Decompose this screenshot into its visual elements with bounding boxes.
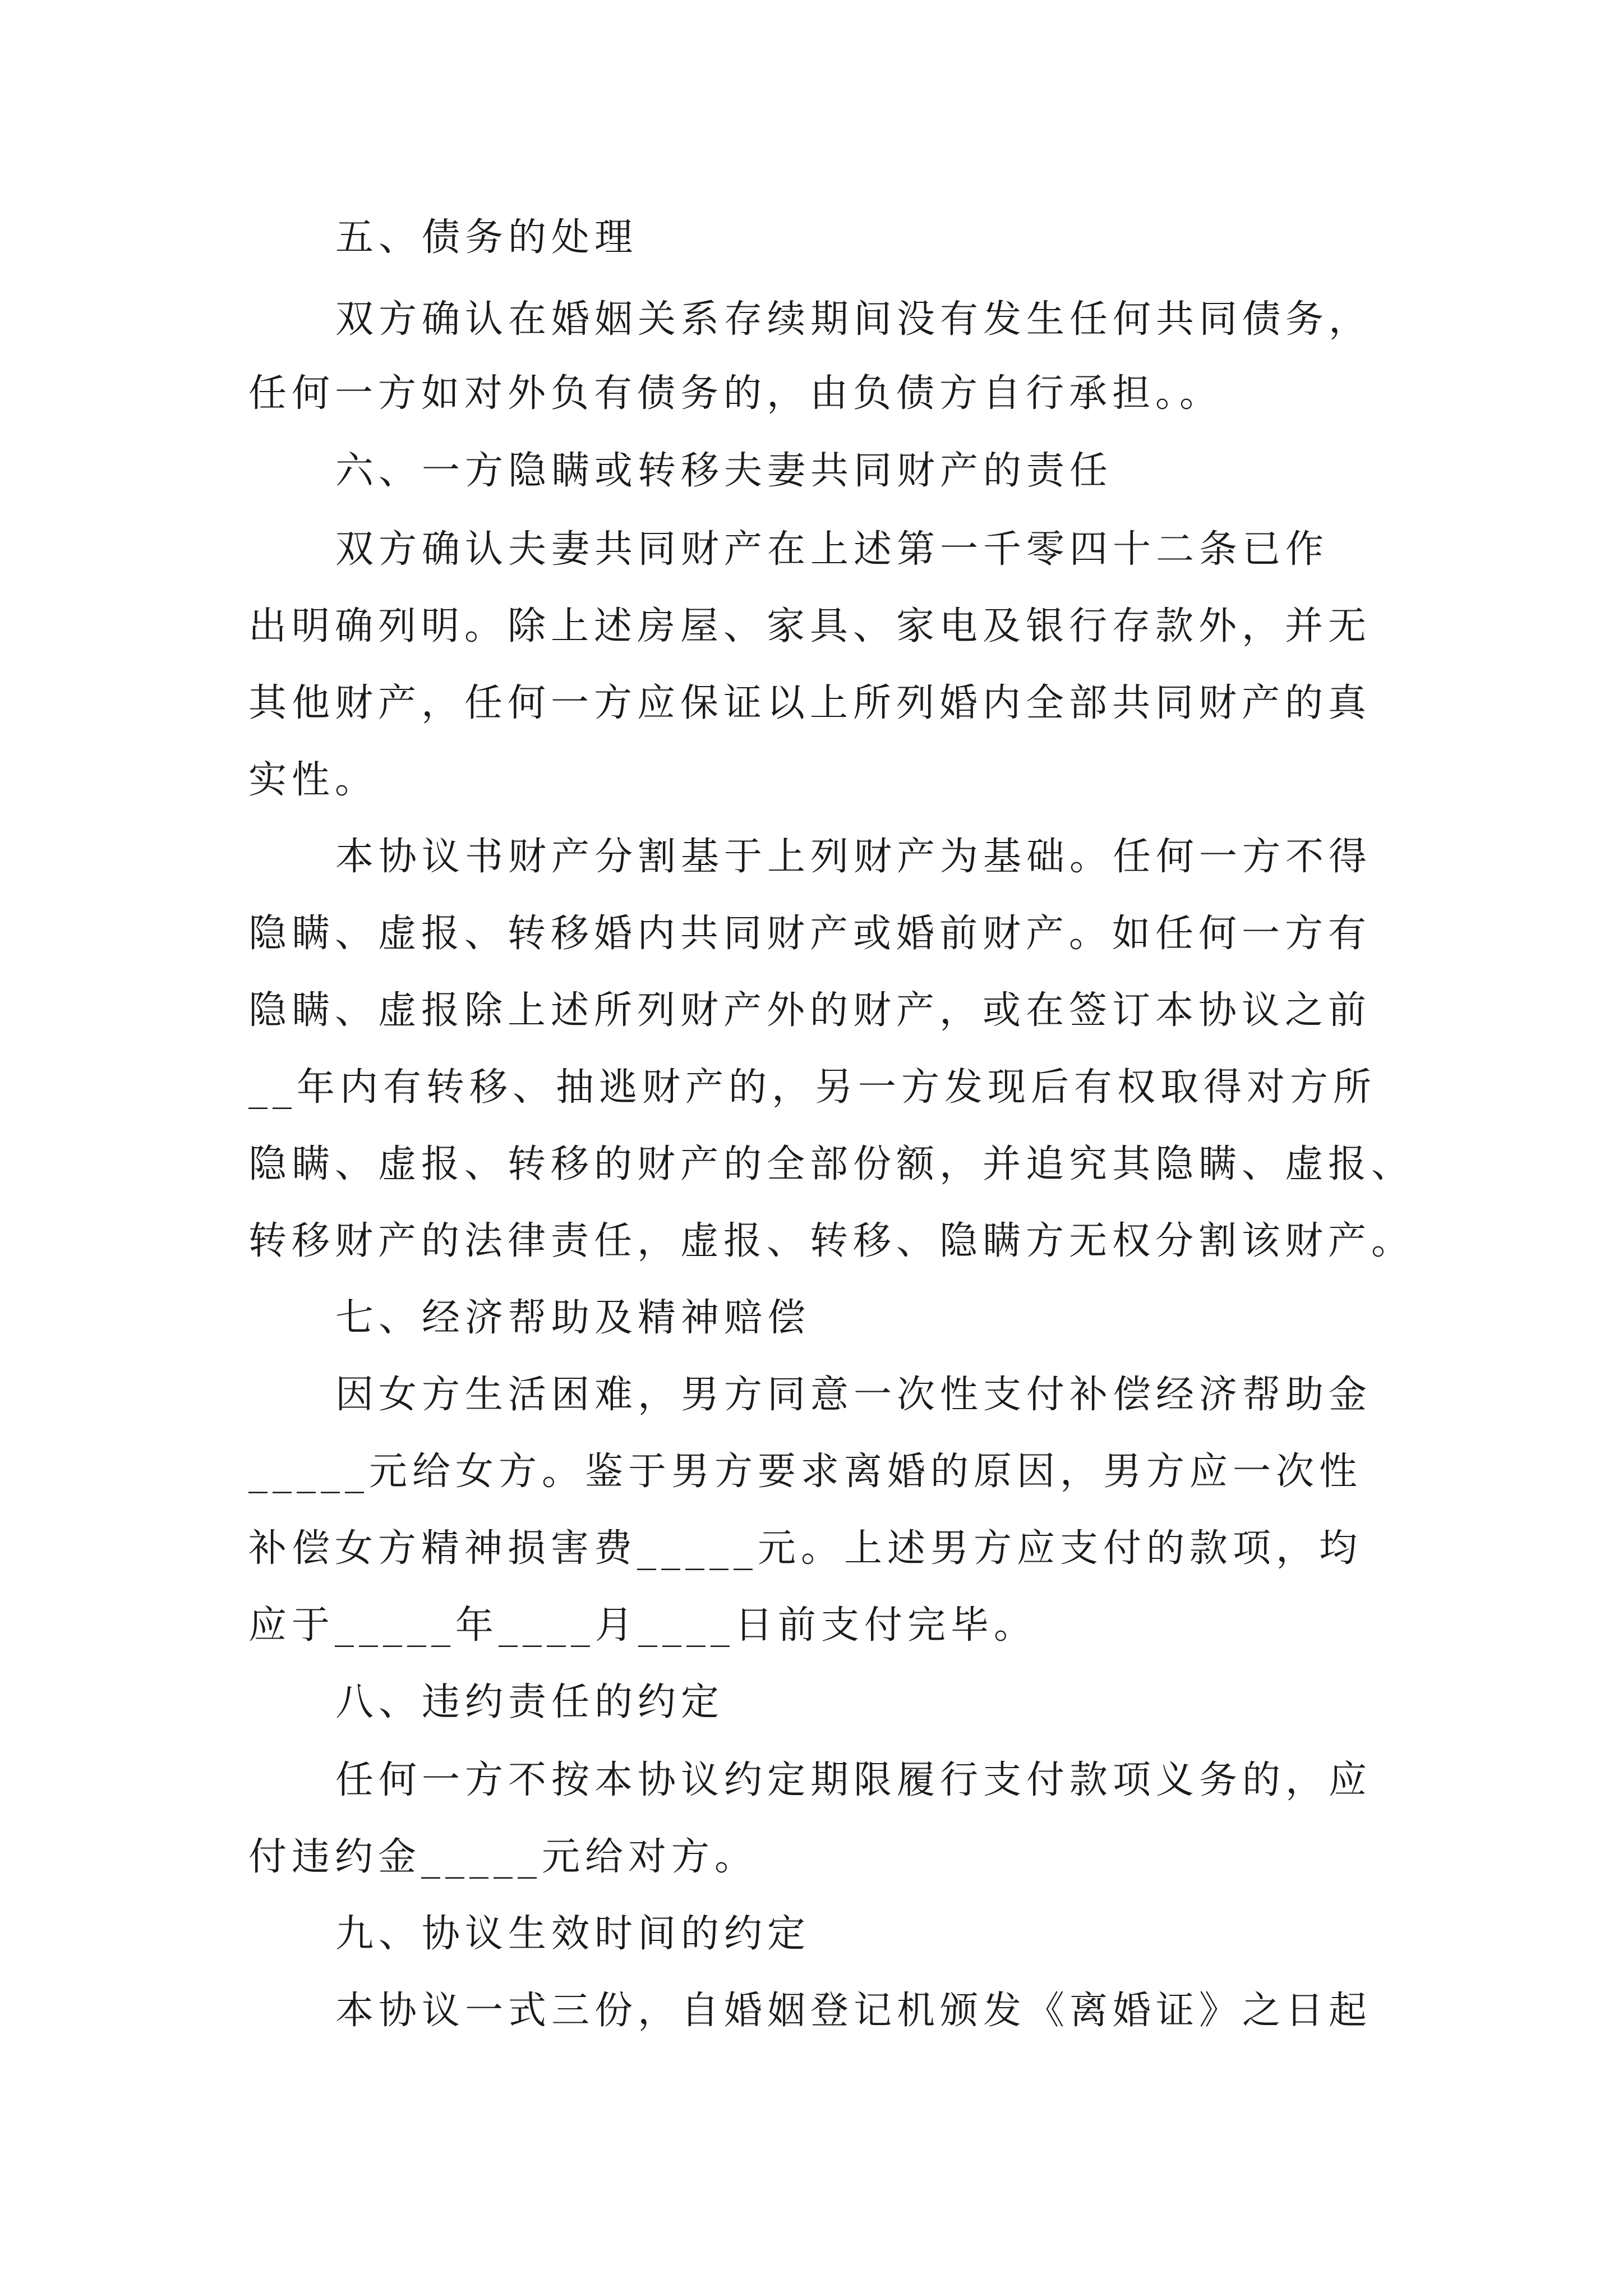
paragraph-line: 本协议一式三份，自婚姻登记机颁发《离婚证》之日起 [335, 1989, 1372, 2033]
paragraph-line: 因女方生活困难，男方同意一次性支付补偿经济帮助金 [335, 1373, 1372, 1417]
paragraph-line: 出明确列明。除上述房屋、家具、家电及银行存款外，并无 [248, 604, 1372, 648]
paragraph-line: 应于_____年____月____日前支付完毕。 [248, 1603, 1038, 1648]
section-heading-concealment: 六、一方隐瞒或转移夫妻共同财产的责任 [335, 449, 1113, 493]
paragraph-line: 隐瞒、虚报除上述所列财产外的财产，或在签订本协议之前 [248, 988, 1372, 1033]
paragraph-line: _____元给女方。鉴于男方要求离婚的原因，男方应一次性 [248, 1450, 1363, 1494]
paragraph-line: 双方确认在婚姻关系存续期间没有发生任何共同债务， [335, 297, 1372, 342]
paragraph-line: 实性。 [248, 758, 379, 802]
paragraph-line: 本协议书财产分割基于上列财产为基础。任何一方不得 [335, 835, 1372, 879]
paragraph-line: 付违约金_____元给对方。 [248, 1835, 758, 1879]
paragraph-line: __年内有转移、抽逃财产的，另一方发现后有权取得对方所 [248, 1065, 1377, 1110]
paragraph-line: 补偿女方精神损害费_____元。上述男方应支付的款项，均 [248, 1526, 1363, 1571]
paragraph-line: 任何一方不按本协议约定期限履行支付款项义务的，应 [335, 1758, 1372, 1802]
paragraph-line: 隐瞒、虚报、转移的财产的全部份额，并追究其隐瞒、虚报、 [248, 1142, 1415, 1186]
section-heading-debts: 五、债务的处理 [335, 215, 638, 260]
paragraph-line: 其他财产，任何一方应保证以上所列婚内全部共同财产的真 [248, 681, 1372, 725]
section-heading-effective-date: 九、协议生效时间的约定 [335, 1912, 811, 1956]
paragraph-line: 转移财产的法律责任，虚报、转移、隐瞒方无权分割该财产。 [248, 1219, 1415, 1263]
paragraph-line: 双方确认夫妻共同财产在上述第一千零四十二条已作 [335, 527, 1329, 572]
paragraph-line: 任何一方如对外负有债务的，由负债方自行承担。。 [248, 371, 1223, 416]
paragraph-line: 隐瞒、虚报、转移婚内共同财产或婚前财产。如任何一方有 [248, 912, 1372, 956]
section-heading-compensation: 七、经济帮助及精神赔偿 [335, 1296, 811, 1340]
section-heading-breach: 八、违约责任的约定 [335, 1680, 725, 1724]
